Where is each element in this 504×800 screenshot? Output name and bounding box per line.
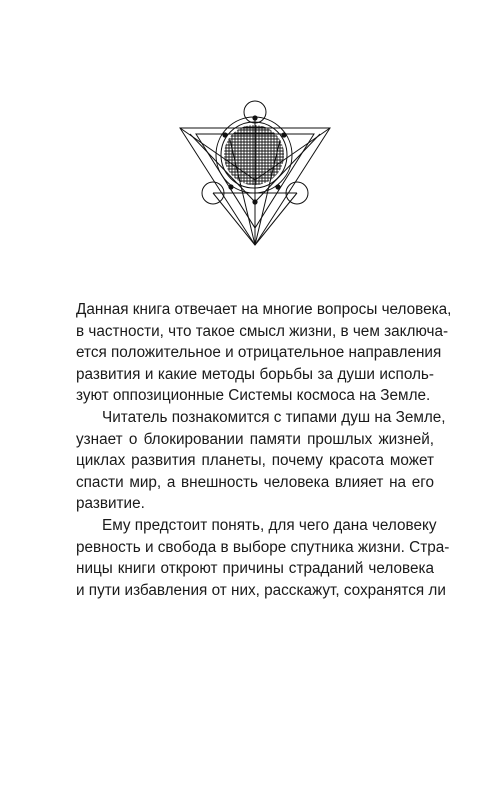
text-line: спасти мир, а внешность человека влияет на его — [76, 473, 434, 491]
text-line: Ему предстоит понять, для чего дана человеку — [102, 516, 437, 534]
text-line: ницы книги откроют причины страданий человека — [76, 560, 434, 578]
text-line: развитие. — [76, 495, 145, 513]
text-line: Читатель познакомится с типами душ на Земле, — [102, 408, 446, 426]
book-description — [76, 299, 452, 601]
text-line: зуют оппозиционные Системы космоса на Земле. — [76, 387, 431, 405]
text-line: узнает о блокировании памяти прошлых жизней, — [76, 430, 434, 448]
text-line: развития и какие методы борьбы за души исполь- — [76, 365, 434, 383]
text-line: циклах развития планеты, почему красота может — [76, 452, 434, 470]
text-line: Данная книга отвечает на многие вопросы человека, — [76, 301, 452, 318]
text-line: и пути избавления от них, расскажут, сохранятся ли — [76, 581, 446, 599]
text-line: ревность и свобода в выборе спутника жизни. Стра- — [76, 538, 450, 556]
text-line: ется положительное и отрицательное направления — [76, 344, 442, 362]
text-line: в частности, что такое смысл жизни, в чем заключа- — [76, 322, 449, 340]
emblem-svg — [170, 100, 340, 250]
sacred-geometry-emblem-icon — [170, 100, 340, 250]
